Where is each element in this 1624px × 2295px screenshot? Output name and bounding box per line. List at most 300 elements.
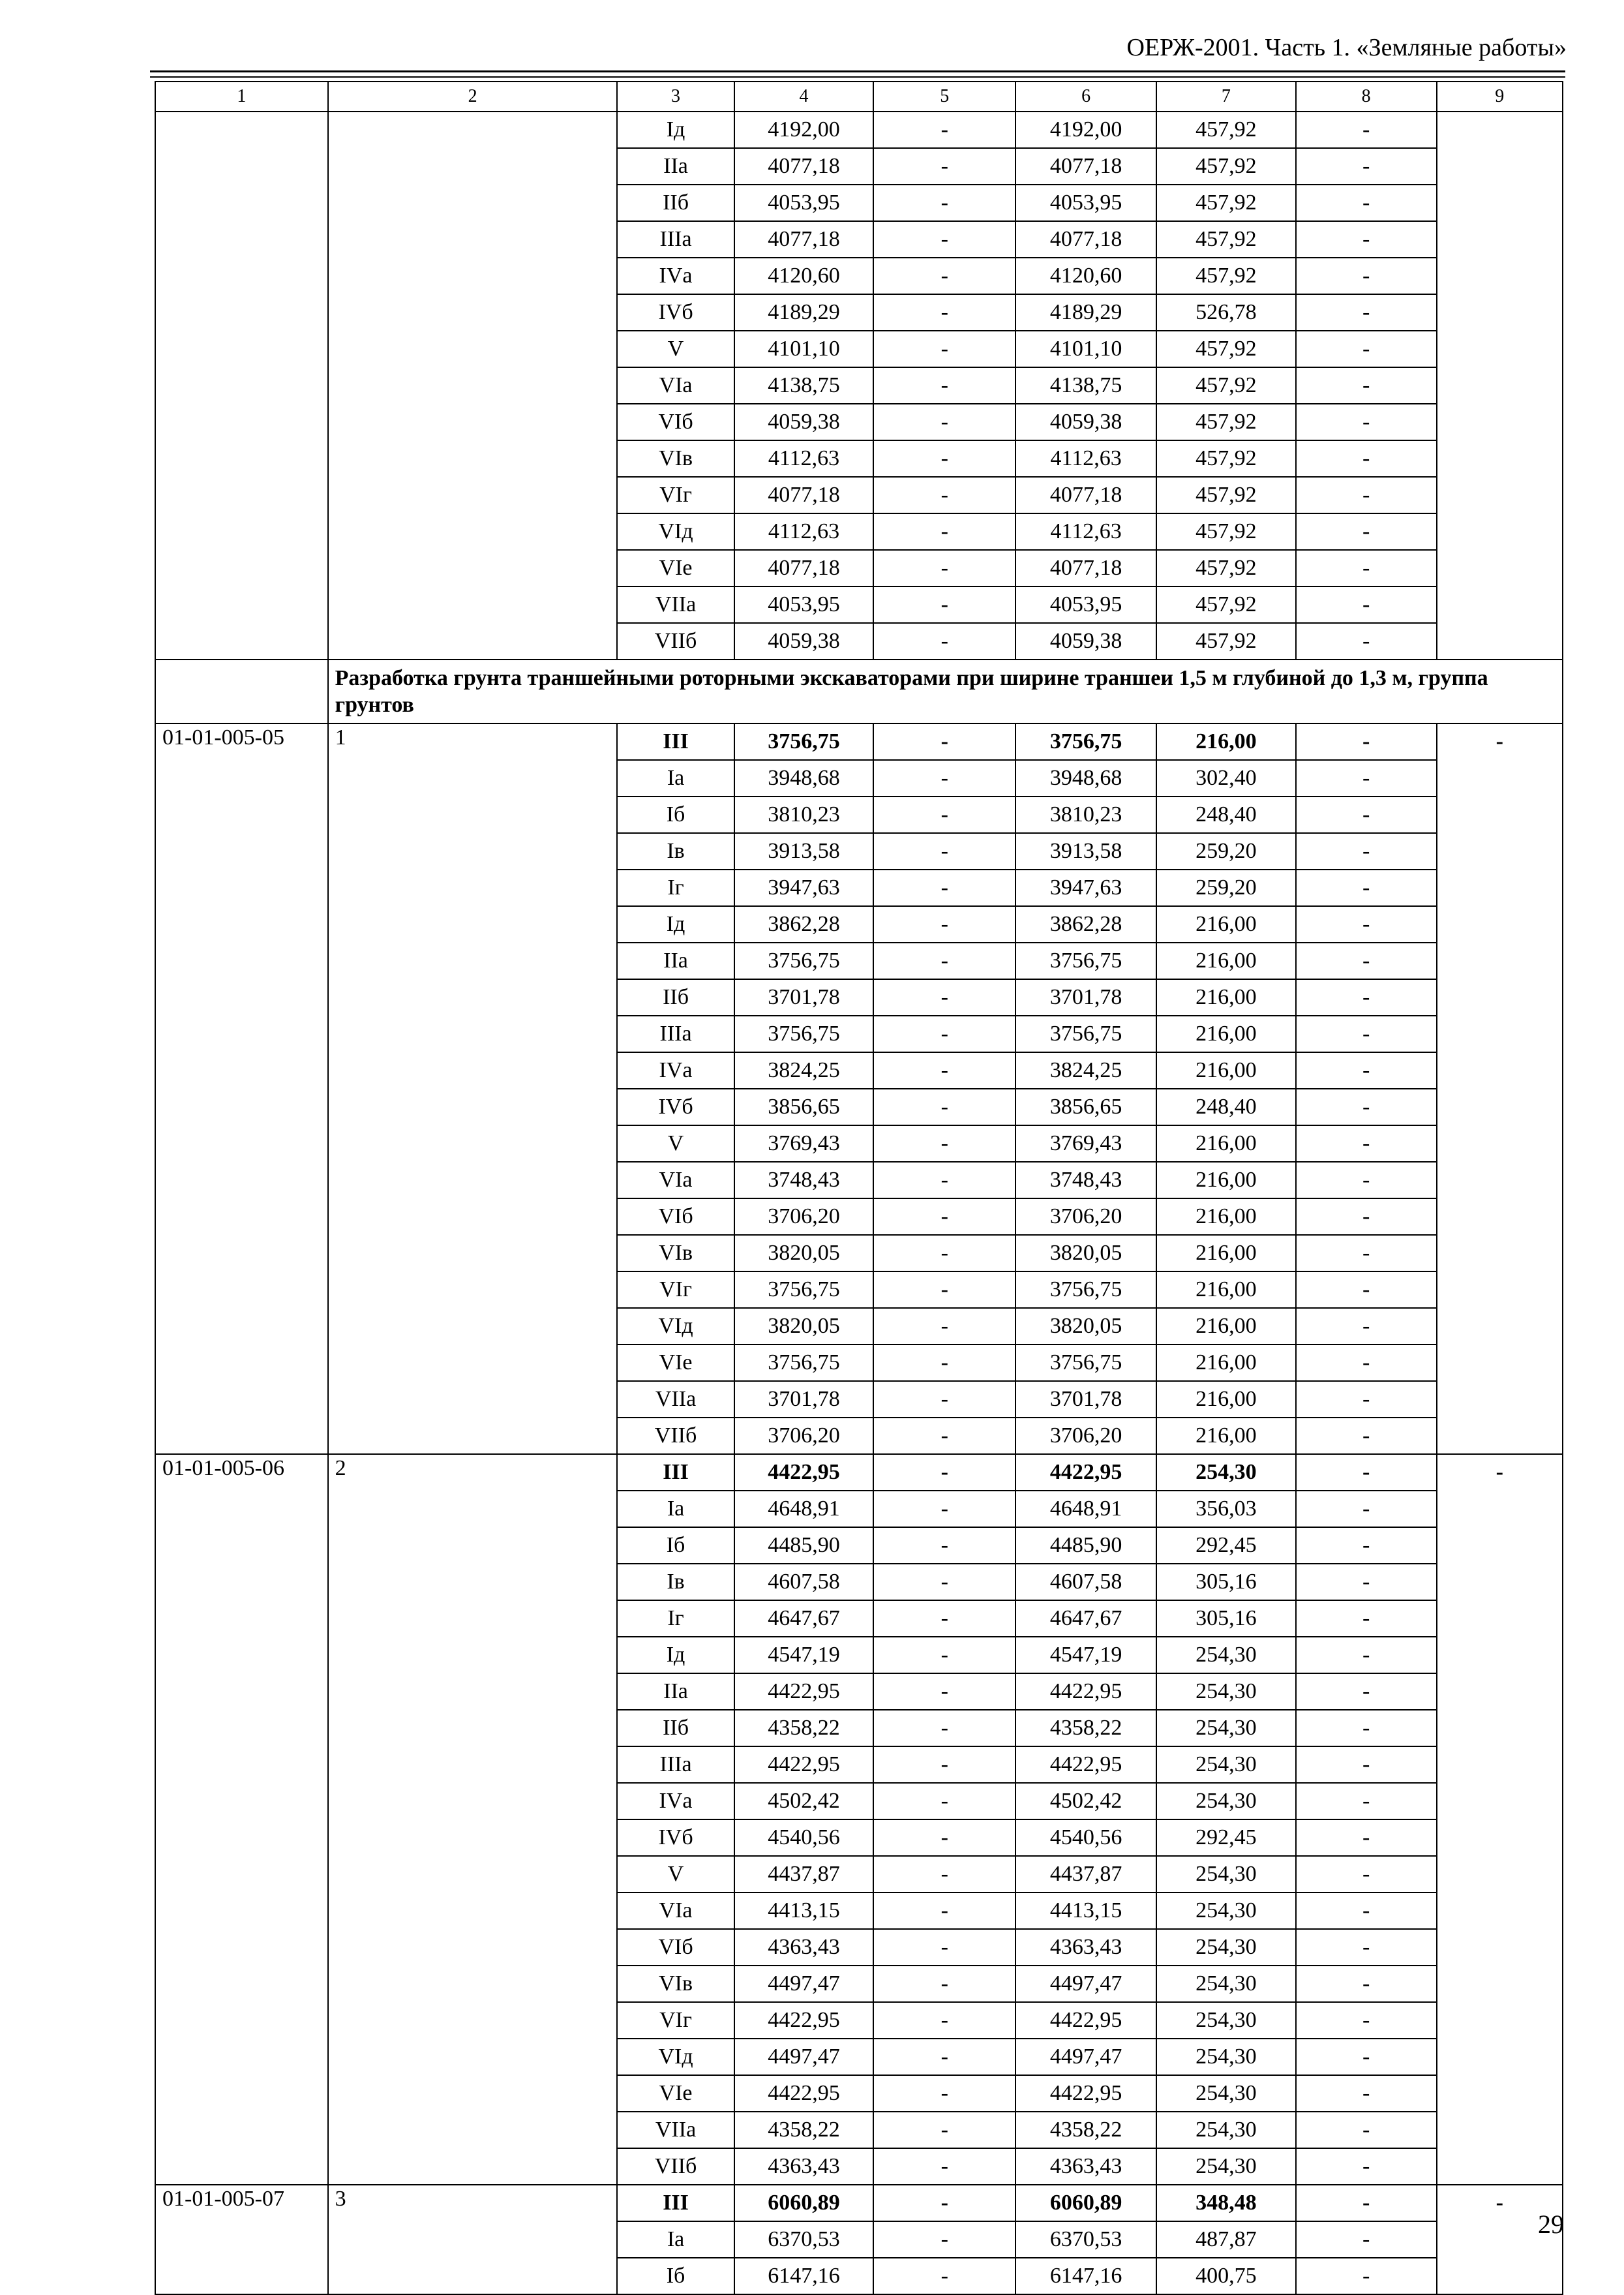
wages-cell: - [873, 367, 1015, 404]
machine-cost-cell: 3748,43 [1015, 1162, 1156, 1198]
soil-group-cell: VIд [617, 1308, 734, 1345]
machine-cost-cell: 4077,18 [1015, 550, 1156, 586]
norm-label [328, 833, 618, 870]
total-cost-cell: 4422,95 [734, 2002, 874, 2039]
column-number: 8 [1296, 82, 1437, 112]
col9-cell [1437, 1819, 1563, 1856]
soil-group-cell: VIIб [617, 2148, 734, 2185]
machinist-wages-cell: 254,30 [1156, 1966, 1296, 2002]
wages-cell: - [873, 477, 1015, 513]
table-row [155, 723, 1563, 760]
wages-cell: - [873, 1856, 1015, 1892]
col9-cell: - [1437, 723, 1563, 760]
machinist-wages-cell: 292,45 [1156, 1527, 1296, 1564]
machinist-wages-cell: 216,00 [1156, 1381, 1296, 1418]
machinist-wages-cell: 457,92 [1156, 404, 1296, 440]
machine-cost-cell: 4422,95 [1015, 2075, 1156, 2112]
machine-cost-cell: 3947,63 [1015, 870, 1156, 906]
table-row [155, 148, 1563, 185]
total-cost-cell: 4077,18 [734, 221, 874, 258]
table-row [155, 404, 1563, 440]
machinist-wages-cell: 457,92 [1156, 112, 1296, 148]
wages-cell: - [873, 1966, 1015, 2002]
norm-label [328, 760, 618, 797]
soil-group-cell: VIв [617, 440, 734, 477]
machinist-wages-cell: 216,00 [1156, 1125, 1296, 1162]
soil-group-cell: VIг [617, 1271, 734, 1308]
norm-code [155, 1089, 328, 1125]
materials-cell: - [1296, 979, 1437, 1016]
norm-label [328, 870, 618, 906]
total-cost-cell: 4059,38 [734, 623, 874, 660]
soil-group-cell: III [617, 723, 734, 760]
soil-group-cell: IIб [617, 1710, 734, 1746]
column-number-row [155, 82, 1563, 112]
norm-code [155, 440, 328, 477]
materials-cell: - [1296, 367, 1437, 404]
wages-cell: - [873, 1089, 1015, 1125]
col9-cell [1437, 513, 1563, 550]
table-row [155, 1819, 1563, 1856]
norm-label [328, 1418, 618, 1454]
col9-cell [1437, 1527, 1563, 1564]
total-cost-cell: 4363,43 [734, 2148, 874, 2185]
column-number: 4 [734, 82, 874, 112]
soil-group-cell: V [617, 331, 734, 367]
machinist-wages-cell: 254,30 [1156, 1710, 1296, 1746]
materials-cell: - [1296, 1125, 1437, 1162]
soil-group-cell: VIIа [617, 586, 734, 623]
table-row [155, 1527, 1563, 1564]
wages-cell: - [873, 723, 1015, 760]
materials-cell: - [1296, 2148, 1437, 2185]
table-row [155, 2148, 1563, 2185]
norm-code [155, 477, 328, 513]
norm-label [328, 1308, 618, 1345]
wages-cell: - [873, 1600, 1015, 1637]
wages-cell: - [873, 1710, 1015, 1746]
norm-code [155, 112, 328, 148]
norm-label [328, 148, 618, 185]
section-header-row [155, 660, 1563, 723]
col9-cell [1437, 1856, 1563, 1892]
machinist-wages-cell: 254,30 [1156, 1892, 1296, 1929]
total-cost-cell: 4413,15 [734, 1892, 874, 1929]
materials-cell: - [1296, 1600, 1437, 1637]
machine-cost-cell: 4358,22 [1015, 1710, 1156, 1746]
col9-cell [1437, 2039, 1563, 2075]
norm-label [328, 1746, 618, 1783]
norm-label [328, 331, 618, 367]
total-cost-cell: 4422,95 [734, 1673, 874, 1710]
machinist-wages-cell: 216,00 [1156, 1235, 1296, 1271]
col9-cell [1437, 1271, 1563, 1308]
norm-label [328, 1600, 618, 1637]
wages-cell: - [873, 943, 1015, 979]
machinist-wages-cell: 457,92 [1156, 258, 1296, 294]
norm-code [155, 1308, 328, 1345]
wages-cell: - [873, 294, 1015, 331]
norm-code [155, 1600, 328, 1637]
wages-cell: - [873, 1454, 1015, 1491]
col9-cell [1437, 760, 1563, 797]
col9-cell [1437, 943, 1563, 979]
norm-code [155, 1162, 328, 1198]
machine-cost-cell: 3756,75 [1015, 943, 1156, 979]
table-row [155, 1491, 1563, 1527]
machinist-wages-cell: 254,30 [1156, 1673, 1296, 1710]
wages-cell: - [873, 2185, 1015, 2221]
table-row [155, 1892, 1563, 1929]
norm-code [155, 2039, 328, 2075]
wages-cell: - [873, 404, 1015, 440]
norm-code [155, 1198, 328, 1235]
table-row [155, 906, 1563, 943]
page-number: 29 [1538, 2210, 1564, 2239]
total-cost-cell: 4422,95 [734, 2075, 874, 2112]
machine-cost-cell: 3706,20 [1015, 1418, 1156, 1454]
wages-cell: - [873, 1052, 1015, 1089]
table-row [155, 943, 1563, 979]
norm-code: 01-01-005-06 [155, 1454, 328, 1491]
wages-cell: - [873, 331, 1015, 367]
norm-code [155, 586, 328, 623]
norm-code [155, 2075, 328, 2112]
total-cost-cell: 3756,75 [734, 943, 874, 979]
materials-cell: - [1296, 586, 1437, 623]
machine-cost-cell: 4077,18 [1015, 477, 1156, 513]
table-row [155, 979, 1563, 1016]
machine-cost-cell: 4547,19 [1015, 1637, 1156, 1673]
norm-code [155, 294, 328, 331]
norm-code [155, 797, 328, 833]
table-row [155, 1966, 1563, 2002]
norm-code: 01-01-005-07 [155, 2185, 328, 2221]
column-number: 2 [328, 82, 618, 112]
table-row [155, 477, 1563, 513]
machine-cost-cell: 4363,43 [1015, 2148, 1156, 2185]
norm-label [328, 623, 618, 660]
col9-cell [1437, 1345, 1563, 1381]
wages-cell: - [873, 1381, 1015, 1418]
materials-cell: - [1296, 1527, 1437, 1564]
total-cost-cell: 4497,47 [734, 2039, 874, 2075]
table-row [155, 440, 1563, 477]
norm-label [328, 1892, 618, 1929]
machinist-wages-cell: 457,92 [1156, 185, 1296, 221]
soil-group-cell: VIа [617, 1162, 734, 1198]
col9-cell [1437, 586, 1563, 623]
wages-cell: - [873, 1491, 1015, 1527]
materials-cell: - [1296, 833, 1437, 870]
col9-cell: - [1437, 2185, 1563, 2221]
col9-cell [1437, 1710, 1563, 1746]
soil-group-cell: V [617, 1856, 734, 1892]
wages-cell: - [873, 1308, 1015, 1345]
machinist-wages-cell: 457,92 [1156, 623, 1296, 660]
column-number: 1 [155, 82, 328, 112]
wages-cell: - [873, 2221, 1015, 2258]
column-number: 3 [617, 82, 734, 112]
machine-cost-cell: 3820,05 [1015, 1308, 1156, 1345]
col9-cell [1437, 1381, 1563, 1418]
norm-label [328, 2112, 618, 2148]
norm-label [328, 943, 618, 979]
soil-group-cell: Iг [617, 870, 734, 906]
norm-label [328, 2258, 618, 2294]
machine-cost-cell: 3824,25 [1015, 1052, 1156, 1089]
total-cost-cell: 3948,68 [734, 760, 874, 797]
norm-code [155, 1016, 328, 1052]
norm-code [155, 870, 328, 906]
wages-cell: - [873, 1783, 1015, 1819]
table-row [155, 550, 1563, 586]
norm-code [155, 833, 328, 870]
wages-cell: - [873, 1527, 1015, 1564]
col9-cell [1437, 550, 1563, 586]
materials-cell: - [1296, 1345, 1437, 1381]
norm-label [328, 1966, 618, 2002]
table-row [155, 1454, 1563, 1491]
materials-cell: - [1296, 1271, 1437, 1308]
total-cost-cell: 4422,95 [734, 1454, 874, 1491]
norm-label [328, 979, 618, 1016]
col9-cell [1437, 1162, 1563, 1198]
soil-group-cell: IIIа [617, 1746, 734, 1783]
wages-cell: - [873, 2039, 1015, 2075]
total-cost-cell: 3856,65 [734, 1089, 874, 1125]
soil-group-cell: IVб [617, 1089, 734, 1125]
machinist-wages-cell: 216,00 [1156, 1308, 1296, 1345]
machinist-wages-cell: 254,30 [1156, 2002, 1296, 2039]
soil-group-cell: VIв [617, 1966, 734, 2002]
col9-cell [1437, 2112, 1563, 2148]
machinist-wages-cell: 457,92 [1156, 477, 1296, 513]
table-row [155, 1052, 1563, 1089]
soil-group-cell: VIб [617, 1929, 734, 1966]
materials-cell: - [1296, 1052, 1437, 1089]
norm-code [155, 513, 328, 550]
machine-cost-cell: 4437,87 [1015, 1856, 1156, 1892]
total-cost-cell: 6060,89 [734, 2185, 874, 2221]
materials-cell: - [1296, 2039, 1437, 2075]
materials-cell: - [1296, 148, 1437, 185]
machinist-wages-cell: 248,40 [1156, 797, 1296, 833]
wages-cell: - [873, 797, 1015, 833]
total-cost-cell: 4485,90 [734, 1527, 874, 1564]
total-cost-cell: 6147,16 [734, 2258, 874, 2294]
norm-code [155, 2221, 328, 2258]
table-row [155, 833, 1563, 870]
norm-label [328, 1271, 618, 1308]
materials-cell: - [1296, 1783, 1437, 1819]
total-cost-cell: 3701,78 [734, 979, 874, 1016]
machinist-wages-cell: 457,92 [1156, 440, 1296, 477]
table-row [155, 258, 1563, 294]
norm-code [155, 1491, 328, 1527]
table-row [155, 1198, 1563, 1235]
soil-group-cell: VIа [617, 367, 734, 404]
machine-cost-cell: 3756,75 [1015, 1016, 1156, 1052]
machinist-wages-cell: 457,92 [1156, 367, 1296, 404]
wages-cell: - [873, 513, 1015, 550]
col9-cell [1437, 185, 1563, 221]
machine-cost-cell: 4189,29 [1015, 294, 1156, 331]
norm-code [155, 1929, 328, 1966]
table-row [155, 1089, 1563, 1125]
norm-label [328, 1710, 618, 1746]
col9-cell [1437, 1418, 1563, 1454]
col9-cell [1437, 258, 1563, 294]
norm-label [328, 2002, 618, 2039]
norm-label [328, 404, 618, 440]
total-cost-cell: 4138,75 [734, 367, 874, 404]
table-row [155, 2185, 1563, 2221]
col9-cell [1437, 2258, 1563, 2294]
machine-cost-cell: 4497,47 [1015, 2039, 1156, 2075]
materials-cell: - [1296, 1929, 1437, 1966]
norm-code [155, 1527, 328, 1564]
col9-cell [1437, 833, 1563, 870]
norm-code [155, 331, 328, 367]
machinist-wages-cell: 457,92 [1156, 513, 1296, 550]
norm-code: 01-01-005-05 [155, 723, 328, 760]
machine-cost-cell: 4059,38 [1015, 623, 1156, 660]
soil-group-cell: Iд [617, 112, 734, 148]
total-cost-cell: 4120,60 [734, 258, 874, 294]
soil-group-cell: IIб [617, 979, 734, 1016]
col9-cell [1437, 906, 1563, 943]
machine-cost-cell: 3769,43 [1015, 1125, 1156, 1162]
machinist-wages-cell: 216,00 [1156, 906, 1296, 943]
materials-cell: - [1296, 331, 1437, 367]
norm-code [155, 1418, 328, 1454]
col9-cell [1437, 1198, 1563, 1235]
soil-group-cell: IVа [617, 258, 734, 294]
wages-cell: - [873, 550, 1015, 586]
materials-cell: - [1296, 1016, 1437, 1052]
soil-group-cell: VIб [617, 1198, 734, 1235]
machine-cost-cell: 4112,63 [1015, 513, 1156, 550]
rates-table-body [155, 82, 1563, 2294]
col9-cell [1437, 870, 1563, 906]
norm-label [328, 477, 618, 513]
norm-code [155, 1783, 328, 1819]
total-cost-cell: 3820,05 [734, 1308, 874, 1345]
wages-cell: - [873, 2002, 1015, 2039]
col9-cell [1437, 2075, 1563, 2112]
norm-label [328, 1527, 618, 1564]
wages-cell: - [873, 148, 1015, 185]
total-cost-cell: 3824,25 [734, 1052, 874, 1089]
norm-label [328, 1235, 618, 1271]
total-cost-cell: 3810,23 [734, 797, 874, 833]
norm-code [155, 550, 328, 586]
machine-cost-cell: 3701,78 [1015, 979, 1156, 1016]
soil-group-cell: VIе [617, 1345, 734, 1381]
total-cost-cell: 3756,75 [734, 1271, 874, 1308]
col9-cell [1437, 367, 1563, 404]
total-cost-cell: 4437,87 [734, 1856, 874, 1892]
norm-code [155, 1892, 328, 1929]
table-row [155, 2258, 1563, 2294]
machinist-wages-cell: 348,48 [1156, 2185, 1296, 2221]
norm-code [155, 1637, 328, 1673]
materials-cell: - [1296, 760, 1437, 797]
table-row [155, 331, 1563, 367]
total-cost-cell: 3862,28 [734, 906, 874, 943]
col9-cell [1437, 1966, 1563, 2002]
machine-cost-cell: 4607,58 [1015, 1564, 1156, 1600]
machine-cost-cell: 3948,68 [1015, 760, 1156, 797]
column-number: 5 [873, 82, 1015, 112]
norm-label [328, 1125, 618, 1162]
machine-cost-cell: 3820,05 [1015, 1235, 1156, 1271]
materials-cell: - [1296, 1089, 1437, 1125]
col9-cell [1437, 1308, 1563, 1345]
machinist-wages-cell: 292,45 [1156, 1819, 1296, 1856]
col9-cell [1437, 1491, 1563, 1527]
total-cost-cell: 4363,43 [734, 1929, 874, 1966]
table-row [155, 1856, 1563, 1892]
table-row [155, 294, 1563, 331]
table-row [155, 1600, 1563, 1637]
total-cost-cell: 4059,38 [734, 404, 874, 440]
wages-cell: - [873, 2075, 1015, 2112]
norm-code [155, 404, 328, 440]
materials-cell: - [1296, 1710, 1437, 1746]
machine-cost-cell: 4059,38 [1015, 404, 1156, 440]
norm-label [328, 1564, 618, 1600]
soil-group-cell: VIг [617, 477, 734, 513]
wages-cell: - [873, 185, 1015, 221]
norm-label [328, 1637, 618, 1673]
col9-cell [1437, 221, 1563, 258]
total-cost-cell: 6370,53 [734, 2221, 874, 2258]
wages-cell: - [873, 979, 1015, 1016]
wages-cell: - [873, 1564, 1015, 1600]
table-row [155, 513, 1563, 550]
norm-label [328, 1198, 618, 1235]
wages-cell: - [873, 1125, 1015, 1162]
wages-cell: - [873, 1637, 1015, 1673]
norm-code [155, 2112, 328, 2148]
table-row [155, 367, 1563, 404]
total-cost-cell: 3947,63 [734, 870, 874, 906]
table-row [155, 623, 1563, 660]
machine-cost-cell: 4101,10 [1015, 331, 1156, 367]
soil-group-cell: Iа [617, 760, 734, 797]
materials-cell: - [1296, 1381, 1437, 1418]
col9-cell [1437, 1125, 1563, 1162]
col9-cell [1437, 1783, 1563, 1819]
machinist-wages-cell: 216,00 [1156, 943, 1296, 979]
machine-cost-cell: 4647,67 [1015, 1600, 1156, 1637]
total-cost-cell: 4540,56 [734, 1819, 874, 1856]
col9-cell [1437, 1016, 1563, 1052]
total-cost-cell: 4077,18 [734, 550, 874, 586]
norm-code [155, 1710, 328, 1746]
col9-cell [1437, 2148, 1563, 2185]
soil-group-cell: VIг [617, 2002, 734, 2039]
total-cost-cell: 4502,42 [734, 1783, 874, 1819]
machinist-wages-cell: 259,20 [1156, 870, 1296, 906]
table-row [155, 112, 1563, 148]
header-rule [150, 70, 1565, 72]
col9-cell [1437, 331, 1563, 367]
table-row [155, 760, 1563, 797]
machinist-wages-cell: 216,00 [1156, 1418, 1296, 1454]
